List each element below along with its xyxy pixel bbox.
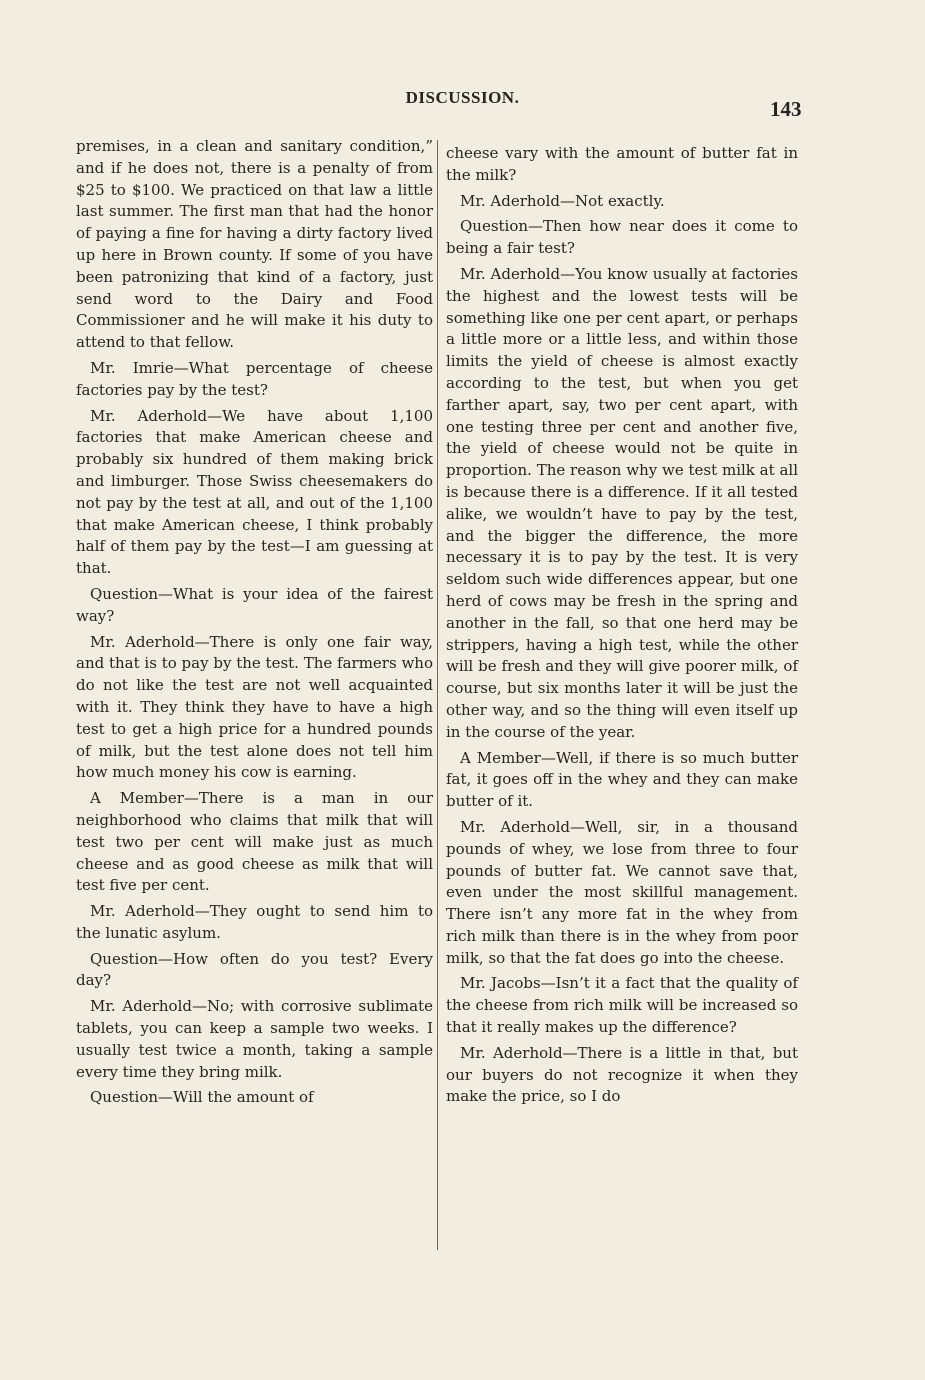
paragraph: Mr. Aderhold—Well, sir, in a thousand pounds of whey, we lose from three to four pounds of butter fat. We cannot save that, even under the most skillful management. There isn’t any more fat in the whey from rich milk than there is in the whey from poor milk, so that the fat does go into the cheese. [446,817,798,967]
paragraph: Mr. Aderhold—They ought to send him to the lunatic asylum. [76,902,433,942]
paragraph: cheese vary with the amount of butter fat in the milk? [446,144,798,184]
paragraph: Mr. Imrie—What percentage of cheese factories pay by the test? [76,358,433,399]
paragraph: A Member—There is a man in our neighborhood who claims that milk that will test two per cent will make just as much cheese and as good cheese as milk that will test five per cent. [76,789,433,895]
paragraph: premises, in a clean and sanitary condition,” and if he does not, there is a penalty of from $25 to $100. We practiced on that law a little last summer. The first man that had the honor of paying a fine for having a dirty factory lived up here in Brown county. If some of you have been patronizing that kind of a factory, just send word to the Dairy and Food Commissioner and he will make it his duty to attend to that fellow. [76,137,433,352]
running-title: DISCUSSION. [405,88,520,107]
paragraph: Mr. Aderhold—Not exactly. [460,191,665,210]
paragraph: Mr. Aderhold—There is only one fair way, and that is to pay by the test. The farmers who do not like the test are not well acquainted with it. They think they have to have a high test to get a high price for a hundred pounds of milk, but the test alone does not tell him how much money his cow is earning. [76,632,433,782]
left-column [76,136,433,1113]
paragraph: Question—How often do you test? Every day? [76,949,433,990]
column-divider [437,140,438,1250]
page-number: 143 [770,97,802,121]
paragraph: Mr. Aderhold—There is a little in that, but our buyers do not recognize it when they make the price, so I do [446,1043,798,1106]
right-column [446,143,798,1112]
paragraph: Question—What is your idea of the fairest way? [76,584,433,625]
paragraph: Mr. Aderhold—No; with corrosive sublimate tablets, you can keep a sample two weeks. I usually test twice a month, taking a sample every time they bring milk. [76,997,433,1081]
paragraph: Mr. Jacobs—Isn’t it a fact that the quality of the cheese from rich milk will be increased so that it really makes up the difference? [446,974,798,1037]
paragraph: Question—Will the amount of [90,1088,314,1107]
paragraph: A Member—Well, if there is so much butter fat, it goes off in the whey and they can make butter of it. [446,748,798,811]
paragraph: Mr. Aderhold—You know usually at factories the highest and the lowest tests will be something like one per cent apart, or perhaps a little more or a little less, and within those limits the yield of cheese is almost exactly according to the test, but when you get farther apart, say, two per cent apart, with one testing three per cent and another five, the yield of cheese would not be quite in proportion. The reason why we test milk at all is because there is a difference. If it all tested alike, we wouldn’t have to pay by the test, and the bigger the difference, the more necessary it is to pay by the test. It is very seldom such wide differences appear, but one herd of cows may be fresh in the spring and another in the fall, so that one herd may be strippers, having a high test, while the other will be fresh and they will give poorer milk, of course, but six months later it will be just the other way, and so the thing will even itself up in the course of the year. [446,264,798,741]
paragraph: Mr. Aderhold—We have about 1,100 factories that make American cheese and probably six hundred of them making brick and limburger. Those Swiss cheesemakers do not pay by the test at all, and out of the 1,100 that make American cheese, I think probably half of them pay by the test—I am guessing at that. [76,406,433,578]
paragraph: Question—Then how near does it come to being a fair test? [446,217,798,258]
